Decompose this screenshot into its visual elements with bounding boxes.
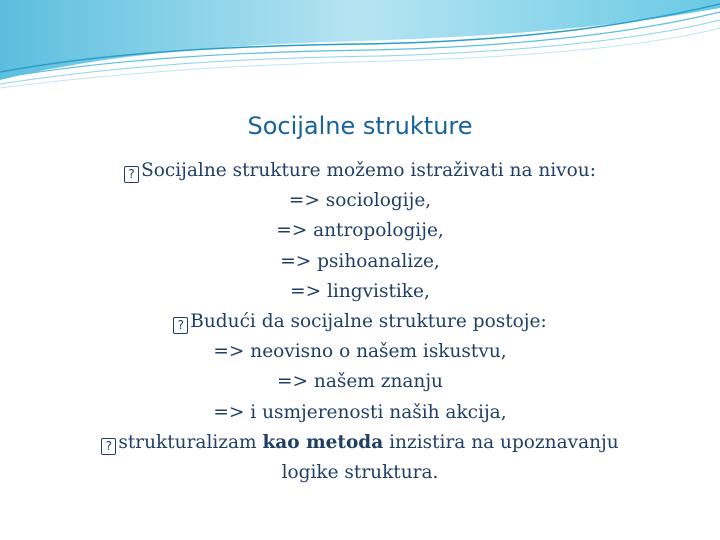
bullet-line [40, 156, 680, 186]
line-text: Socijalne strukture možemo istraživati na nivou: [141, 160, 596, 181]
slide-title: Socijalne strukture [247, 112, 473, 140]
header-wave-decoration [0, 0, 720, 90]
sub-line: => psihoanalize, [280, 250, 440, 272]
sub-line: => sociologije, [288, 190, 432, 212]
line-text: Budući da socijalne strukture postoje: [190, 311, 547, 333]
sub-line: => antropologije, [276, 220, 444, 242]
bullet-line [40, 307, 680, 337]
line-text: inzistira na upoznavanju [383, 431, 619, 453]
bullet-icon: ? [173, 317, 188, 334]
sub-line: => i usmjerenosti naših akcija, [213, 401, 507, 423]
emphasis-text: kao metoda [262, 431, 384, 453]
sub-line: => lingvistike, [290, 280, 430, 302]
bullet-line [40, 428, 680, 458]
line-text: strukturalizam [118, 431, 263, 453]
sub-line: => našem znanju [277, 371, 443, 393]
bullet-icon: ? [101, 438, 116, 455]
continuation-line: logike struktura. [281, 462, 439, 484]
slide-body [40, 156, 680, 488]
sub-line: => neovisno o našem iskustvu, [213, 341, 507, 363]
bullet-icon: ? [124, 166, 139, 183]
